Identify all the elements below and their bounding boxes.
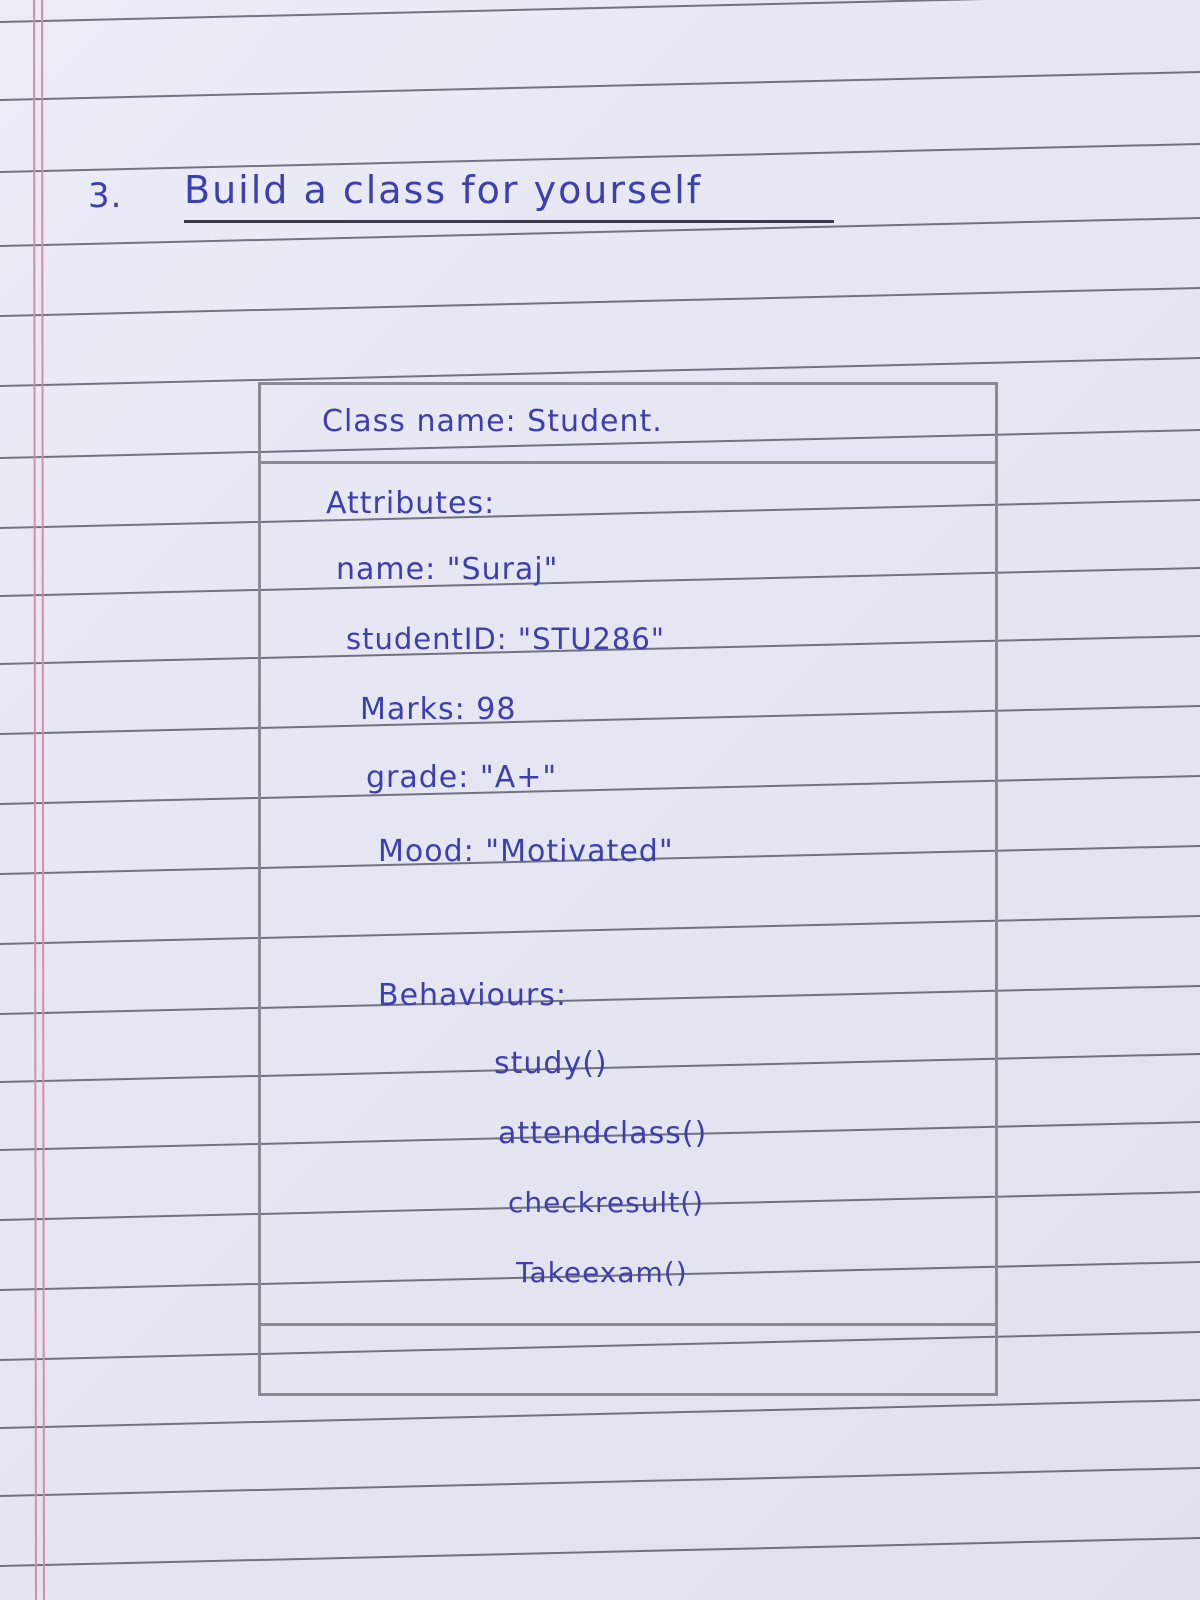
attributes-heading: Attributes: <box>326 486 496 521</box>
behaviours-divider <box>261 1323 995 1326</box>
ruled-line <box>0 1400 1200 1428</box>
ruled-line <box>0 1468 1200 1496</box>
class-name-label: Class name: Student. <box>322 404 663 439</box>
ruled-line <box>0 72 1200 100</box>
class-name-divider <box>261 461 995 464</box>
attribute-item: Mood: "Motivated" <box>378 834 674 869</box>
behaviour-item: Takeexam() <box>516 1256 688 1289</box>
question-number: 3. <box>88 176 123 216</box>
ruled-line <box>0 288 1200 316</box>
ruled-line <box>0 1538 1200 1566</box>
attribute-item: grade: "A+" <box>366 760 558 795</box>
behaviour-item: study() <box>494 1046 608 1081</box>
behaviour-item: attendclass() <box>498 1116 708 1151</box>
class-diagram-box <box>258 382 998 1396</box>
attribute-item: studentID: "STU286" <box>346 622 666 656</box>
behaviours-heading: Behaviours: <box>378 978 567 1013</box>
ruled-line <box>0 0 1200 22</box>
question-heading: Build a class for yourself <box>184 168 834 223</box>
attribute-item: Marks: 98 <box>360 692 517 727</box>
attribute-item: name: "Suraj" <box>336 552 559 587</box>
behaviour-item: checkresult() <box>508 1186 705 1219</box>
